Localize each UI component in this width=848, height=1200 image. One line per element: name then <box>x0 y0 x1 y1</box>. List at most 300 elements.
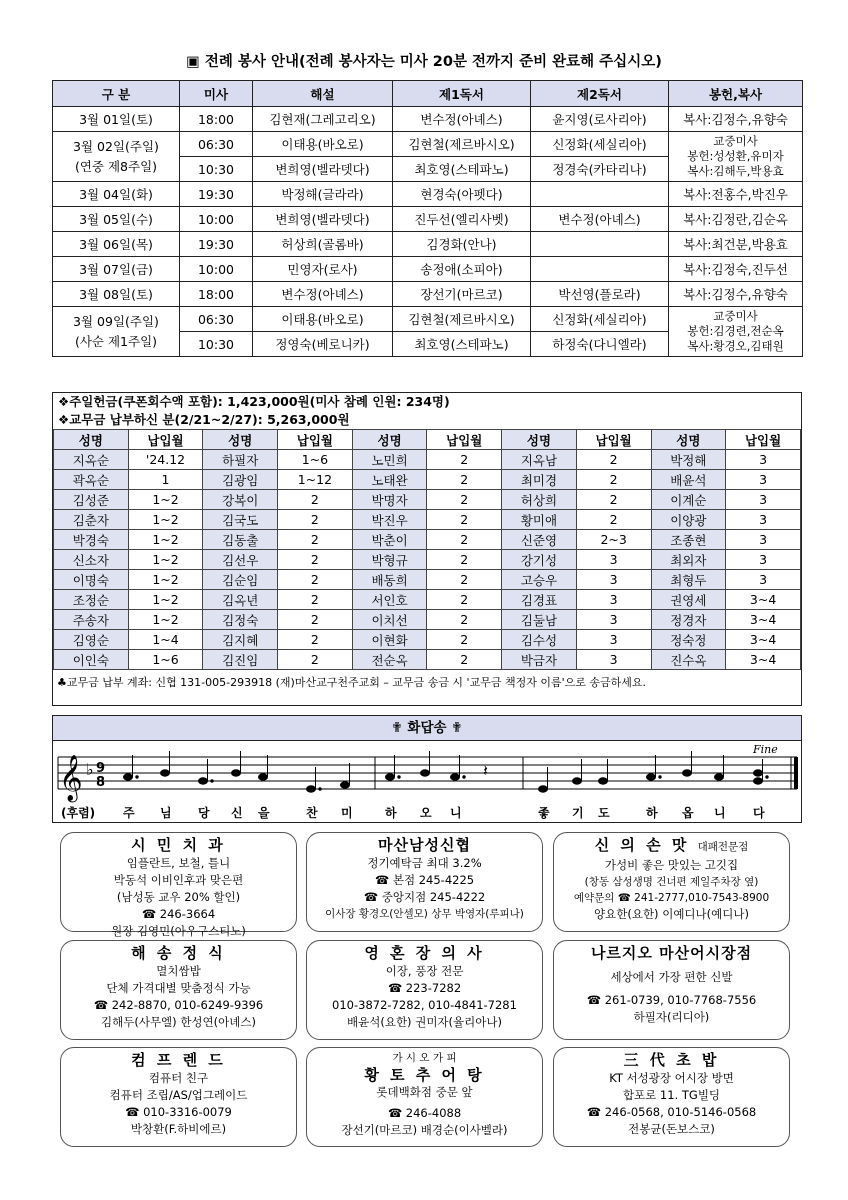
time: 06:30 <box>180 132 253 157</box>
payer-name: 김둘남 <box>502 610 577 630</box>
time: 10:30 <box>180 157 253 182</box>
reader2 <box>531 232 669 257</box>
payer-name: 전순옥 <box>352 650 427 670</box>
fine-label: Fine <box>753 743 778 756</box>
payer-name: 김춘자 <box>54 510 129 530</box>
paid-months: 1~2 <box>128 570 203 590</box>
servers: 복사:전홍수,박진우 <box>669 182 803 207</box>
payer-name: 정경자 <box>651 610 726 630</box>
lyric: 니 <box>714 806 726 820</box>
paid-months: 1 <box>128 470 203 490</box>
account-note: ♣교무금 납부 계좌: 신협 131-005-293918 (재)마산교구천주교회 – 교무금 송금 시 '교무금 책정자 이름'으로 송금하세요. <box>57 676 646 689</box>
ad-line: 멸치쌈밥 <box>156 964 201 978</box>
payer-name: 최외자 <box>651 550 726 570</box>
commentator: 변희영(벨라뎃다) <box>253 207 393 232</box>
paid-months: 3~4 <box>726 590 801 610</box>
col-name: 성명 <box>502 430 577 450</box>
paid-months: 2 <box>278 590 353 610</box>
paid-months: 2 <box>278 530 353 550</box>
commentator: 변희영(벨라뎃다) <box>253 157 393 182</box>
paid-months: 2 <box>576 470 651 490</box>
dues-row <box>54 570 801 590</box>
servers <box>669 132 803 182</box>
reader2: 신정화(세실리아) <box>531 132 669 157</box>
date: 3월 04일(화) <box>53 182 180 207</box>
lyric: 도 <box>598 806 610 820</box>
paid-months: 3 <box>576 570 651 590</box>
payer-name: 김경표 <box>502 590 577 610</box>
responsorial-psalm <box>52 715 802 823</box>
dues-row <box>54 530 801 550</box>
reader2: 윤지영(로사리아) <box>531 107 669 132</box>
col-mass: 미사 <box>180 81 253 107</box>
paid-months: 2 <box>427 650 502 670</box>
paid-months: 1~6 <box>278 450 353 470</box>
servers-line: 봉헌:김경련,전순옥 <box>687 324 784 338</box>
payer-name: 진수옥 <box>651 650 726 670</box>
schedule-row <box>53 107 803 132</box>
ad-title-tag: 대패전문점 <box>697 841 749 853</box>
payer-name: 신준영 <box>502 530 577 550</box>
schedule-row <box>53 257 803 282</box>
ad-owner: 김해두(사무엘) 한성연(아녜스) <box>101 1015 256 1029</box>
dues-row <box>54 470 801 490</box>
schedule-row <box>53 132 803 157</box>
lyric: 기 <box>572 806 584 820</box>
payer-name: 강복이 <box>203 490 278 510</box>
ad-title: 황 토 추 어 탕 <box>364 1066 485 1084</box>
ad-line: 가성비 좋은 맛있는 고깃집 <box>604 858 739 872</box>
ad-phone: ☎ 242-8870, 010-6249-9396 <box>93 998 264 1012</box>
paid-months: 2 <box>278 650 353 670</box>
servers-line: 교중미사 <box>713 134 758 148</box>
ad-dental-clinic <box>60 832 297 938</box>
payer-name: 조정순 <box>54 590 129 610</box>
servers <box>669 307 803 357</box>
paid-months: 3 <box>726 550 801 570</box>
paid-months: 3 <box>726 510 801 530</box>
paid-months: 2 <box>427 630 502 650</box>
payer-name: 이현화 <box>352 630 427 650</box>
ad-line: 세상에서 가장 편한 신발 <box>610 970 733 984</box>
commentator: 이태용(바오로) <box>253 132 393 157</box>
payer-name: 김정숙 <box>203 610 278 630</box>
paid-months: 2 <box>427 470 502 490</box>
schedule-row <box>53 282 803 307</box>
paid-months: 3~4 <box>726 630 801 650</box>
reader1: 변수정(아녜스) <box>393 107 531 132</box>
lyric: 좋 <box>538 806 550 820</box>
paid-months: 3~4 <box>726 610 801 630</box>
ad-line: 합포로 11. TG빌딩 <box>622 1088 721 1102</box>
lyric: 오 <box>420 806 432 820</box>
date: 3월 06일(목) <box>53 232 180 257</box>
payer-name: 지옥순 <box>54 450 129 470</box>
payer-name: 최형두 <box>651 570 726 590</box>
payer-name: 김동출 <box>203 530 278 550</box>
ad-haesong-restaurant <box>60 940 297 1040</box>
ad-phone: ☎ 246-3664 <box>141 907 216 921</box>
paid-months: 2 <box>427 490 502 510</box>
payer-name: 허상희 <box>502 490 577 510</box>
date: 3월 08일(토) <box>53 282 180 307</box>
payer-name: 배윤석 <box>651 470 726 490</box>
payer-name: 정숙정 <box>651 630 726 650</box>
ad-phone: ☎ 246-4088 <box>387 1106 462 1120</box>
payer-name: 이치선 <box>352 610 427 630</box>
payer-name: 김선우 <box>203 550 278 570</box>
payer-name: 박춘이 <box>352 530 427 550</box>
col-reading2: 제2독서 <box>531 81 669 107</box>
ad-title: 나르지오 마산어시장점 <box>590 944 753 962</box>
reader1: 최호영(스테파노) <box>393 157 531 182</box>
paid-months: 3 <box>576 590 651 610</box>
ad-owner: 하필자(리디아) <box>633 1010 710 1024</box>
time: 10:00 <box>180 207 253 232</box>
ad-title: 영 혼 장 의 사 <box>364 944 485 962</box>
ad-owner: 전봉균(돈보스코) <box>628 1122 715 1136</box>
lyric: 님 <box>160 806 172 820</box>
paid-months: 3 <box>576 550 651 570</box>
rest-icon: 𝄽 <box>483 761 488 780</box>
payer-name: 김국도 <box>203 510 278 530</box>
lyric: 신 <box>231 806 243 820</box>
dues-row <box>54 590 801 610</box>
collection-summary: ❖주일헌금(쿠폰회수액 포함): 1,423,000원(미사 참례 인원: 234명) <box>58 394 450 409</box>
paid-months: 2 <box>576 450 651 470</box>
col-commentary: 해설 <box>253 81 393 107</box>
reader1: 송정애(소피아) <box>393 257 531 282</box>
paid-months: 1~4 <box>128 630 203 650</box>
ad-phone: 예약문의 ☎ 241-2777,010-7543-8900 <box>573 892 770 904</box>
ad-owner: 양요한(요한) 이예디나(예디나) <box>594 907 749 921</box>
payer-name: 지옥남 <box>502 450 577 470</box>
lyric: (후렴) <box>61 806 96 820</box>
dues-section <box>52 392 802 706</box>
paid-months: 3 <box>576 630 651 650</box>
dues-row <box>54 610 801 630</box>
dues-row <box>54 510 801 530</box>
payer-name: 하필자 <box>203 450 278 470</box>
payer-name: 주송자 <box>54 610 129 630</box>
paid-months: 2 <box>576 490 651 510</box>
song-title: ✟ 화답송 ✟ <box>53 716 801 741</box>
dues-row <box>54 550 801 570</box>
servers: 복사:김정란,김순옥 <box>669 207 803 232</box>
servers: 복사:김정수,유향숙 <box>669 282 803 307</box>
lyric: 주 <box>123 806 135 820</box>
ad-title: 시 민 치 과 <box>131 836 226 854</box>
dues-row <box>54 630 801 650</box>
lyric: 당 <box>198 806 210 820</box>
commentator: 이태용(바오로) <box>253 307 393 332</box>
ad-title: 컴 프 렌 드 <box>131 1051 226 1069</box>
col-division: 구 분 <box>53 81 180 107</box>
date-line: 3월 02일(주일) <box>73 138 159 154</box>
schedule-row <box>53 307 803 332</box>
ad-line: 임플란트, 보철, 틀니 <box>126 856 231 870</box>
dues-header-row <box>54 430 801 450</box>
lyric: 미 <box>341 806 353 820</box>
ad-title: 마산남성신협 <box>378 836 471 854</box>
payer-name: 권영세 <box>651 590 726 610</box>
schedule-row <box>53 207 803 232</box>
payer-name: 김영순 <box>54 630 129 650</box>
paid-months: 1~6 <box>128 650 203 670</box>
schedule-title: ▣ 전례 봉사 안내(전례 봉사자는 미사 20분 전까지 준비 완료해 주십시오) <box>186 54 662 70</box>
schedule-row <box>53 182 803 207</box>
paid-months: 1~2 <box>128 610 203 630</box>
col-name: 성명 <box>651 430 726 450</box>
ad-funeral-service <box>306 940 543 1040</box>
liturgical-day: (연중 제8주일) <box>74 158 158 174</box>
schedule-row <box>53 232 803 257</box>
ad-phone: ☎ 본점 245-4225 <box>374 873 475 887</box>
ad-shoe-store <box>553 940 790 1040</box>
ad-phone: ☎ 246-0568, 010-5146-0568 <box>586 1105 757 1119</box>
ad-credit-union <box>306 832 543 932</box>
payer-name: 박진우 <box>352 510 427 530</box>
ad-title-name: 신 의 손 맛 <box>594 836 690 854</box>
payer-name: 이인숙 <box>54 650 129 670</box>
ad-computer-shop <box>60 1047 297 1147</box>
payer-name: 이계순 <box>651 490 726 510</box>
payer-name: 박명자 <box>352 490 427 510</box>
paid-months: 1~2 <box>128 550 203 570</box>
dues-row <box>54 450 801 470</box>
reader1: 최호영(스테파노) <box>393 332 531 357</box>
reader1: 김현철(제르바시오) <box>393 132 531 157</box>
reader2: 하정숙(다니엘라) <box>531 332 669 357</box>
servers: 복사:김정수,유향숙 <box>669 107 803 132</box>
reader2: 정경숙(카타리나) <box>531 157 669 182</box>
date <box>53 132 180 182</box>
ad-phone: ☎ 223-7282 <box>387 981 462 995</box>
date-line: 3월 09일(주일) <box>73 313 159 329</box>
lyric: 옵 <box>682 806 694 820</box>
ad-line: 컴퓨터 친구 <box>148 1071 209 1085</box>
lyric: 다 <box>753 806 765 820</box>
col-paid-months: 납입월 <box>726 430 801 450</box>
ad-owner: 박창환(F.하비에르) <box>130 1122 227 1136</box>
time: 10:00 <box>180 257 253 282</box>
dues-body <box>54 450 801 670</box>
ad-phone: 010-3872-7282, 010-4841-7281 <box>332 998 517 1012</box>
paid-months: 2 <box>278 630 353 650</box>
ad-phone: ☎ 261-0739, 010-7768-7556 <box>586 993 757 1007</box>
col-paid-months: 납입월 <box>427 430 502 450</box>
reader2: 신정화(세실리아) <box>531 307 669 332</box>
ad-line: 정기예탁금 최대 3.2% <box>367 856 482 870</box>
payer-name: 김지혜 <box>203 630 278 650</box>
liturgical-day: (사순 제1주일) <box>74 333 158 349</box>
svg-text:9: 9 <box>96 761 106 776</box>
dues-row <box>54 650 801 670</box>
reader1: 장선기(마르코) <box>393 282 531 307</box>
ad-line: (남성동 교우 20% 할인) <box>116 890 241 904</box>
col-paid-months: 납입월 <box>576 430 651 450</box>
paid-months: 3 <box>726 470 801 490</box>
paid-months: 2 <box>278 550 353 570</box>
flat-icon: ♭ <box>86 760 94 779</box>
payer-name: 김수성 <box>502 630 577 650</box>
reader1: 김경화(안나) <box>393 232 531 257</box>
payer-name: 신소자 <box>54 550 129 570</box>
ad-title: 三 代 초 밥 <box>623 1051 720 1069</box>
paid-months: 2 <box>427 550 502 570</box>
payer-name: 이명숙 <box>54 570 129 590</box>
ad-bbq-restaurant <box>553 832 790 932</box>
payer-name: 노태완 <box>352 470 427 490</box>
paid-months: 2 <box>576 510 651 530</box>
reader2: 박선영(플로라) <box>531 282 669 307</box>
reader1: 김현철(제르바시오) <box>393 307 531 332</box>
date: 3월 01일(토) <box>53 107 180 132</box>
paid-months: 2 <box>278 570 353 590</box>
paid-months: 2 <box>427 450 502 470</box>
payer-name: 배동희 <box>352 570 427 590</box>
payer-name: 이양광 <box>651 510 726 530</box>
paid-months: 2 <box>427 570 502 590</box>
lyric: 을 <box>258 806 270 820</box>
commentator: 박정해(글라라) <box>253 182 393 207</box>
paid-months: 2~3 <box>576 530 651 550</box>
ad-line: 롯데백화점 중문 앞 <box>376 1085 473 1099</box>
payer-name: 김옥년 <box>203 590 278 610</box>
time: 06:30 <box>180 307 253 332</box>
paid-months: 2 <box>278 510 353 530</box>
reader1: 진두선(엘리사벳) <box>393 207 531 232</box>
date: 3월 05일(수) <box>53 207 180 232</box>
schedule-header-row <box>53 81 803 107</box>
ad-line: KT 서성광장 어시장 방면 <box>609 1071 734 1085</box>
liturgy-schedule-table <box>52 80 803 357</box>
payer-name: 황미애 <box>502 510 577 530</box>
paid-months: 3 <box>726 490 801 510</box>
servers-line: 교중미사 <box>713 309 758 323</box>
lyric: 하 <box>385 806 397 820</box>
date <box>53 307 180 357</box>
ad-subtitle: 가 시 오 가 피 <box>392 1052 457 1064</box>
ad-line: 박동석 이비인후과 맞은편 <box>113 873 244 887</box>
paid-months: 1~2 <box>128 530 203 550</box>
paid-months: 1~2 <box>128 590 203 610</box>
paid-months: 1~12 <box>278 470 353 490</box>
payer-name: 박형규 <box>352 550 427 570</box>
payer-name: 노민희 <box>352 450 427 470</box>
paid-months: 2 <box>427 610 502 630</box>
col-name: 성명 <box>352 430 427 450</box>
svg-text:8: 8 <box>96 775 106 790</box>
ad-title <box>554 835 789 857</box>
payer-name: 김진임 <box>203 650 278 670</box>
dues-row <box>54 490 801 510</box>
ad-line: 단체 가격대별 맞춤정식 가능 <box>106 981 251 995</box>
payer-name: 박금자 <box>502 650 577 670</box>
lyric: 찬 <box>306 806 318 820</box>
paid-months: 3 <box>576 650 651 670</box>
payer-name: 최미경 <box>502 470 577 490</box>
col-name: 성명 <box>54 430 129 450</box>
commentator: 허상희(골롬바) <box>253 232 393 257</box>
ad-title: 해 송 정 식 <box>131 944 226 962</box>
commentator: 정영숙(베로니카) <box>253 332 393 357</box>
ad-owner: 장선기(마르코) 배경순(이사벨라) <box>341 1123 508 1137</box>
paid-months: 3 <box>726 450 801 470</box>
reader2: 변수정(아녜스) <box>531 207 669 232</box>
time: 19:30 <box>180 182 253 207</box>
paid-months: 1~2 <box>128 510 203 530</box>
commentator: 변수정(아녜스) <box>253 282 393 307</box>
payer-name: 강기성 <box>502 550 577 570</box>
commentator: 김현재(그레고리오) <box>253 107 393 132</box>
servers: 복사:김정숙,진두선 <box>669 257 803 282</box>
ad-sushi-restaurant <box>553 1047 790 1147</box>
ad-loach-soup <box>306 1047 543 1147</box>
paid-months: 2 <box>427 530 502 550</box>
payer-name: 고승우 <box>502 570 577 590</box>
servers: 복사:최건분,박용효 <box>669 232 803 257</box>
lyric: 하 <box>646 806 658 820</box>
paid-months: 3 <box>726 530 801 550</box>
payer-name: 박경숙 <box>54 530 129 550</box>
payer-name: 조종현 <box>651 530 726 550</box>
time: 10:30 <box>180 332 253 357</box>
ad-owner: 원장 김영민(아우구스티노) <box>111 924 246 938</box>
payer-name: 김순임 <box>203 570 278 590</box>
paid-months: 3 <box>726 570 801 590</box>
payer-name: 박정해 <box>651 450 726 470</box>
paid-months: '24.12 <box>128 450 203 470</box>
time: 18:00 <box>180 282 253 307</box>
ad-line: (창동 삼성생명 건너편 제일주차장 옆) <box>584 876 759 888</box>
payers-summary: ❖교무금 납부하신 분(2/21~2/27): 5,263,000원 <box>58 412 350 427</box>
ad-owner: 배윤석(요한) 권미자(율리아나) <box>347 1015 502 1029</box>
time: 19:30 <box>180 232 253 257</box>
servers-line: 봉헌:성성환,유미자 <box>687 149 784 163</box>
commentator: 민영자(로사) <box>253 257 393 282</box>
paid-months: 2 <box>427 590 502 610</box>
paid-months: 2 <box>278 490 353 510</box>
col-paid-months: 납입월 <box>278 430 353 450</box>
col-name: 성명 <box>203 430 278 450</box>
ad-phone: ☎ 010-3316-0079 <box>125 1105 232 1119</box>
paid-months: 3~4 <box>726 650 801 670</box>
ad-phone: ☎ 중앙지점 245-4222 <box>363 890 486 904</box>
payer-name: 서인호 <box>352 590 427 610</box>
servers-line: 복사:김해두,박용효 <box>687 164 784 178</box>
payer-name: 곽옥순 <box>54 470 129 490</box>
treble-clef-icon: 𝄞 <box>59 755 83 801</box>
servers-line: 복사:황경오,김태원 <box>687 339 784 353</box>
col-paid-months: 납입월 <box>128 430 203 450</box>
payer-name: 김성준 <box>54 490 129 510</box>
col-offering: 봉헌,복사 <box>669 81 803 107</box>
ad-line: 컴퓨터 조립/AS/업그레이드 <box>109 1088 248 1102</box>
lyric: 니 <box>450 806 462 820</box>
payer-name: 김광임 <box>203 470 278 490</box>
reader2 <box>531 182 669 207</box>
col-reading1: 제1독서 <box>393 81 531 107</box>
time: 18:00 <box>180 107 253 132</box>
paid-months: 1~2 <box>128 490 203 510</box>
ad-owner: 이사장 황경오(안셀모) 상무 박영자(루피나) <box>325 908 524 920</box>
paid-months: 2 <box>278 610 353 630</box>
paid-months: 2 <box>427 510 502 530</box>
date: 3월 07일(금) <box>53 257 180 282</box>
paid-months: 3 <box>576 610 651 630</box>
dues-table <box>53 429 801 670</box>
